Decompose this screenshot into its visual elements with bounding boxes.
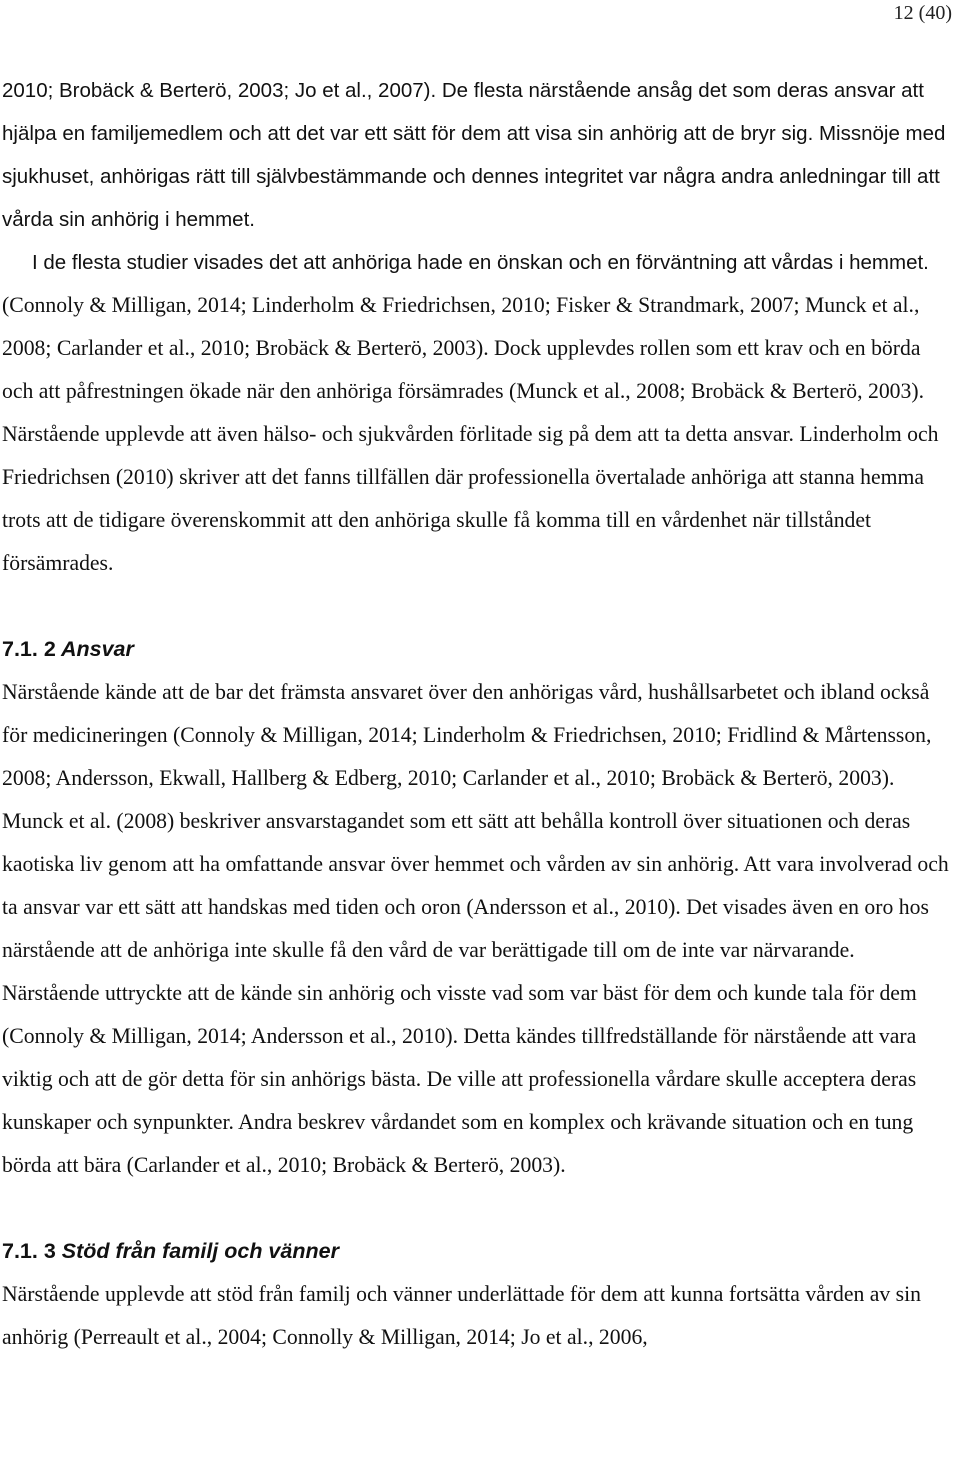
page-number: 12 (40) [893, 2, 952, 24]
paragraph-expectations-body: (Connoly & Milligan, 2014; Linderholm & Friedrichsen, 2010; Fisker & Strandmark, 2007; Munck et al., 2008; Carlander et al., 2010; Brobäck & Berterö, 2003). Dock upplevdes rollen som ett krav och en börda och att påfrestningen ökade när den anhöriga försämrades (Munck et al., 2008; Brobäck & Berterö, 2003). Närstående upplevde att även hälso- och sjukvården förlitade sig på dem att ta detta ansvar. Linderholm och Friedrichsen (2010) skriver att det fanns tillfällen där professionella övertalade anhöriga att stanna hemma trots att de tidigare överenskommit att den anhöriga skulle få komma till en vårdenhet när tillståndet försämrades. [2, 293, 939, 575]
section-title: Ansvar [60, 637, 134, 661]
section-spacer [2, 585, 952, 628]
section-title: Stöd från familj och vänner [61, 1239, 339, 1263]
section-heading-ansvar [2, 628, 952, 671]
paragraph-intro: 2010; Brobäck & Berterö, 2003; Jo et al., 2007). De flesta närstående ansåg det som deras ansvar att hjälpa en familjemedlem och att det var ett sätt för dem att visa sin anhörig att de bryr sig. Missnöje med sjukhuset, anhörigas rätt till självbestämmande och dennes integritet var några andra anledningar till att vårda sin anhörig i hemmet. [2, 79, 946, 231]
paragraph-expectations [2, 241, 952, 585]
paragraph-ansvar: Närstående kände att de bar det främsta ansvaret över den anhörigas vård, hushållsarbetet och ibland också för medicineringen (Connoly & Milligan, 2014; Linderholm & Friedrichsen, 2010; Fridlind & Mårtensson, 2008; Andersson, Ekwall, Hallberg & Edberg, 2010; Carlander et al., 2010; Brobäck & Berterö, 2003). Munck et al. (2008) beskriver ansvarstagandet som ett sätt att behålla kontroll över situationen och deras kaotiska liv genom att ha omfattande ansvar över hemmet och vården av sin anhörig. Att vara involverad och ta ansvar var ett sätt att handskas med tiden och oron (Andersson et al., 2010). Det visades även en oro hos närstående att de anhöriga inte skulle få den vård de var berättigade till om de inte var närvarande. Närstående uttryckte att de kände sin anhörig och visste vad som var bäst för dem och kunde tala för dem (Connoly & Milligan, 2014; Andersson et al., 2010). Detta kändes tillfredställande för närstående att vara viktig och att de gör detta för sin anhörigs bästa. De ville att professionella vårdare skulle acceptera deras kunskaper och synpunkter. Andra beskrev vårdandet som en komplex och krävande situation och en tung börda att bära (Carlander et al., 2010; Brobäck & Berterö, 2003). [2, 680, 949, 1177]
page-content [2, 69, 952, 1359]
paragraph-stod: Närstående upplevde att stöd från familj och vänner underlättade för dem att kunna fortsätta vården av sin anhörig (Perreault et al., 2004; Connolly & Milligan, 2014; Jo et al., 2006, [2, 1282, 921, 1349]
section-number: 7.1. 3 [2, 1239, 56, 1263]
paragraph-expectations-lead: I de flesta studier visades det att anhöriga hade en önskan och en förväntning att vårdas i hemmet. [32, 251, 929, 274]
section-heading-stod [2, 1230, 952, 1273]
section-number: 7.1. 2 [2, 637, 56, 661]
section-spacer [2, 1187, 952, 1230]
